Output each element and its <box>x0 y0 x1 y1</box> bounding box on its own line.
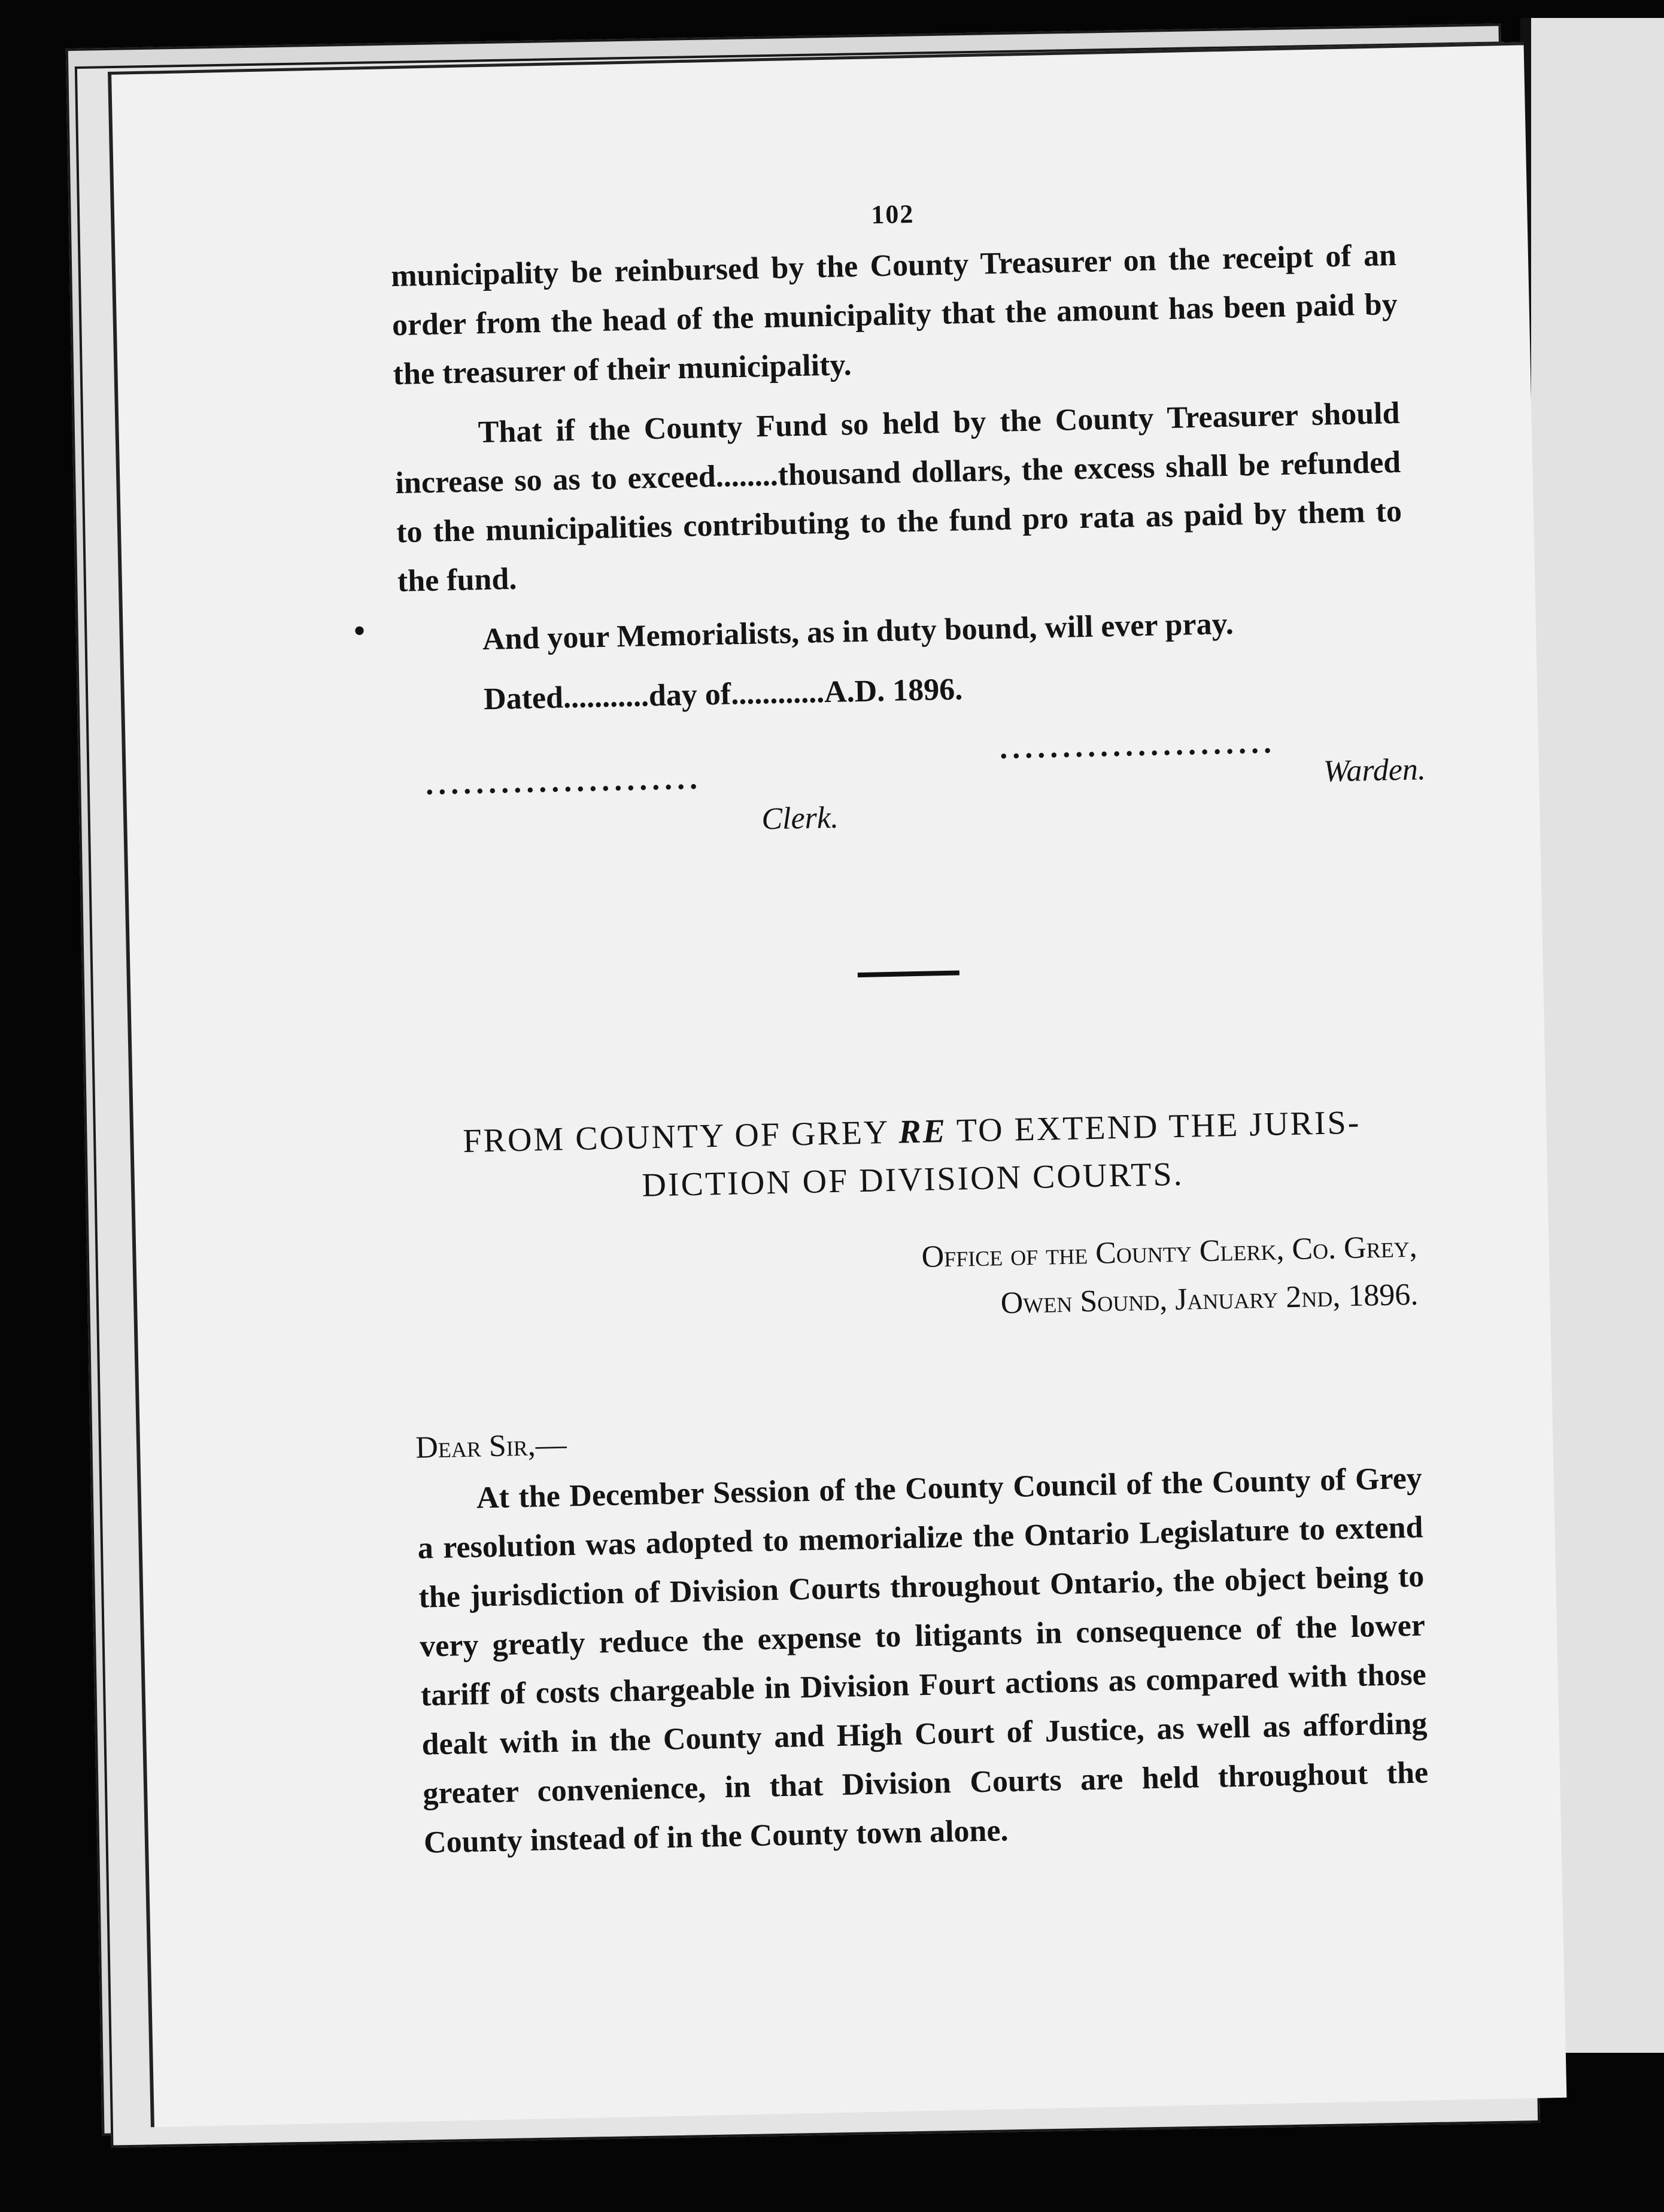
heading-line1-end: TO EXTEND THE JURIS- <box>946 1104 1361 1150</box>
heading-re: RE <box>898 1113 948 1151</box>
page-content <box>390 180 1430 1879</box>
paragraph-closing: And your Memorialists, as in duty bound, will ever pray. <box>482 606 1234 657</box>
book-page <box>108 42 1566 2127</box>
office-line1: Office of the County Clerk, Co. Grey, <box>921 1229 1418 1274</box>
warden-label: Warden. <box>1323 752 1426 789</box>
warden-signature-line: ...................... <box>999 725 1277 766</box>
letter-body: At the December Session of the County Council of the County of Grey a resolution was adopted to memorialize the Ontario Legislature to extend the jurisdiction of Division Courts throughout Ontario, the object being to very greatly reduce the expense to litigants in consequence of the lower tariff of costs chargeable in Division Fourt actions as compared with those dealt with in the County and High Court of Justice, as well as affording greater convenience, in that Division Courts are held throughout the County instead of in the County town alone. <box>417 1461 1429 1860</box>
section-divider <box>858 971 959 978</box>
stray-mark: • <box>353 611 366 651</box>
paragraph-county-fund: That if the County Fund so held by the County Treasurer should increase so as to exceed........thousand dollars, the excess shall be refunded to the municipalities contributing to the fund pro rata as paid by them to the fund. <box>394 396 1402 599</box>
page-number: 102 <box>870 199 915 230</box>
paragraph-continuation: municipality be reinbursed by the County Treasurer on the receipt of an order from the head of the municipality that the amount has been paid by the treasurer of their municipality. <box>390 238 1398 392</box>
clerk-signature-line: ...................... <box>425 761 703 802</box>
heading-line1-start: FROM COUNTY OF GREY <box>462 1113 899 1160</box>
salutation: Dear Sir,— <box>415 1427 567 1465</box>
paragraph-dated: Dated...........day of............A.D. 1896. <box>483 672 963 717</box>
office-address <box>411 1223 1419 1340</box>
signature-block <box>400 716 1426 856</box>
section-heading-line2: DICTION OF DIVISION COURTS. <box>641 1155 1185 1204</box>
office-line2: Owen Sound, January 2nd, 1896. <box>1000 1277 1419 1321</box>
clerk-label: Clerk. <box>761 800 839 837</box>
